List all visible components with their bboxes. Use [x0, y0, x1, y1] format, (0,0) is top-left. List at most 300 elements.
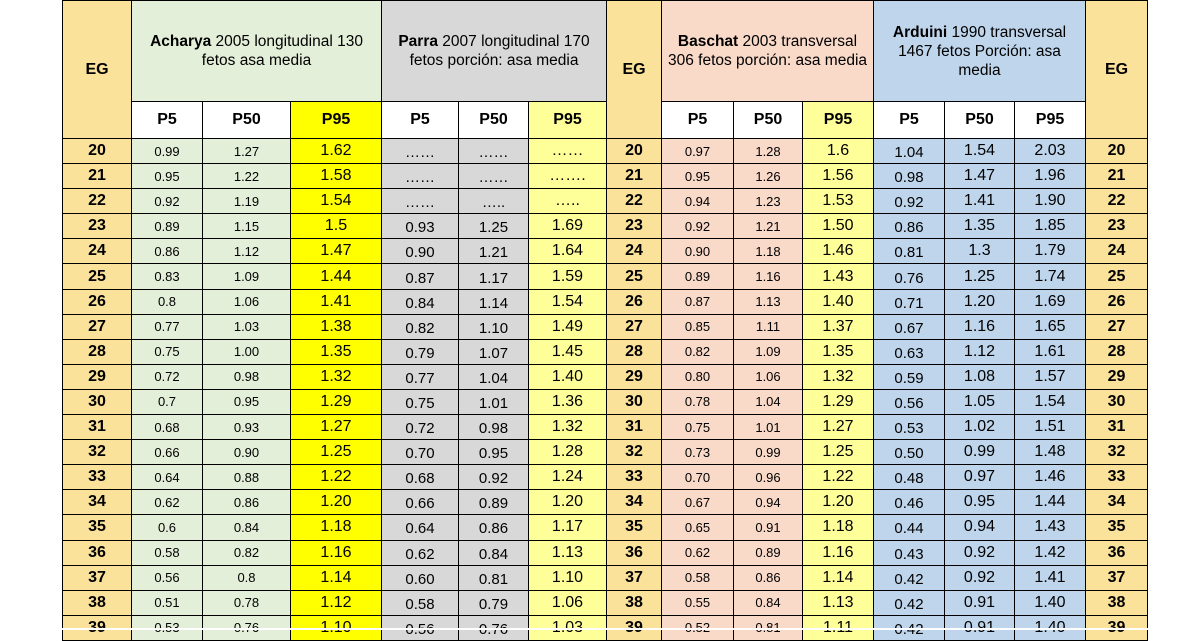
acharya-p5-cell: 0.89	[132, 214, 203, 239]
baschat-p5-cell: 0.95	[662, 164, 734, 189]
acharya-p50-cell: 0.88	[203, 465, 291, 490]
acharya-study-header	[132, 1, 382, 102]
table-row	[63, 214, 1148, 239]
baschat-p50-cell: 1.21	[734, 214, 803, 239]
eg-week-left: 22	[63, 189, 132, 214]
baschat-p95-cell: 1.43	[803, 264, 874, 289]
acharya-p5-cell: 0.99	[132, 139, 203, 164]
arduini-p50-cell: 1.35	[945, 214, 1015, 239]
eg-week-right: 23	[1086, 214, 1148, 239]
eg-week-left: 34	[63, 490, 132, 515]
eg-week-middle: 21	[607, 164, 662, 189]
parra-p5-cell: 0.75	[382, 389, 459, 414]
arduini-p95-cell: 1.43	[1015, 515, 1086, 540]
arduini-p95-cell: 1.74	[1015, 264, 1086, 289]
acharya-p95-cell: 1.20	[291, 490, 382, 515]
eg-week-middle: 28	[607, 339, 662, 364]
parra-p50-cell: 0.89	[459, 490, 529, 515]
arduini-p95-cell: 1.57	[1015, 364, 1086, 389]
parra-p95-cell: 1.36	[529, 389, 607, 414]
parra-p5-cell: 0.70	[382, 440, 459, 465]
acharya-p95-cell: 1.41	[291, 289, 382, 314]
eg-week-middle: 38	[607, 590, 662, 615]
arduini-p95-cell: 1.41	[1015, 565, 1086, 590]
table-row	[63, 264, 1148, 289]
eg-week-middle: 31	[607, 415, 662, 440]
acharya-p50-cell: 0.93	[203, 415, 291, 440]
parra-p50-cell: 0.79	[459, 590, 529, 615]
arduini-p95-cell: 1.61	[1015, 339, 1086, 364]
arduini-p5-cell: 0.86	[874, 214, 945, 239]
baschat-p50-cell: 0.89	[734, 540, 803, 565]
baschat-p95-cell: 1.53	[803, 189, 874, 214]
baschat-p95-cell: 1.25	[803, 440, 874, 465]
arduini-p95-cell: 1.44	[1015, 490, 1086, 515]
eg-week-right: 27	[1086, 314, 1148, 339]
acharya-p5-cell: 0.77	[132, 314, 203, 339]
parra-p50-cell: 1.07	[459, 339, 529, 364]
acharya-p5-cell: 0.72	[132, 364, 203, 389]
acharya-p5-cell: 0.66	[132, 440, 203, 465]
baschat-p95-cell: 1.22	[803, 465, 874, 490]
acharya-p50-cell: 0.98	[203, 364, 291, 389]
parra-p95-cell: 1.06	[529, 590, 607, 615]
arduini-p5-cell: 0.53	[874, 415, 945, 440]
arduini-p95-cell: 2.03	[1015, 139, 1086, 164]
arduini-p50-cell: 0.95	[945, 490, 1015, 515]
acharya-p50-cell: 1.12	[203, 239, 291, 264]
acharya-p5-cell: 0.64	[132, 465, 203, 490]
eg-week-right: 37	[1086, 565, 1148, 590]
baschat-p50-cell: 1.11	[734, 314, 803, 339]
baschat-p95-cell: 1.56	[803, 164, 874, 189]
parra-name: Parra	[398, 33, 438, 50]
parra-study-header	[382, 1, 607, 102]
arduini-p50-cell: 1.05	[945, 389, 1015, 414]
acharya-p50-cell: 1.06	[203, 289, 291, 314]
arduini-p50-cell: 0.91	[945, 590, 1015, 615]
acharya-p50-cell: 0.82	[203, 540, 291, 565]
baschat-p5-cell: 0.89	[662, 264, 734, 289]
acharya-p5-header: P5	[132, 102, 203, 139]
eg-week-left: 37	[63, 565, 132, 590]
arduini-p5-cell: 0.50	[874, 440, 945, 465]
parra-p50-cell: 0.95	[459, 440, 529, 465]
baschat-p50-cell: 1.16	[734, 264, 803, 289]
eg-week-right: 30	[1086, 389, 1148, 414]
parra-p5-cell: 0.72	[382, 415, 459, 440]
eg-week-right: 32	[1086, 440, 1148, 465]
eg-week-right: 20	[1086, 139, 1148, 164]
eg-week-right: 34	[1086, 490, 1148, 515]
eg-week-right: 28	[1086, 339, 1148, 364]
acharya-p5-cell: 0.68	[132, 415, 203, 440]
arduini-p50-cell: 1.54	[945, 139, 1015, 164]
acharya-p5-cell: 0.58	[132, 540, 203, 565]
acharya-p50-cell: 1.22	[203, 164, 291, 189]
arduini-p95-cell: 1.40	[1015, 590, 1086, 615]
arduini-p50-header: P50	[945, 102, 1015, 139]
baschat-p50-cell: 0.99	[734, 440, 803, 465]
acharya-p50-cell: 1.09	[203, 264, 291, 289]
arduini-p50-cell: 1.08	[945, 364, 1015, 389]
baschat-p5-cell: 0.70	[662, 465, 734, 490]
parra-p5-cell: 0.90	[382, 239, 459, 264]
eg-week-left: 27	[63, 314, 132, 339]
eg-week-left: 26	[63, 289, 132, 314]
baschat-p5-cell: 0.82	[662, 339, 734, 364]
parra-p95-cell: 1.49	[529, 314, 607, 339]
acharya-p5-cell: 0.75	[132, 339, 203, 364]
parra-p50-cell: …..	[459, 189, 529, 214]
baschat-p95-cell: 1.20	[803, 490, 874, 515]
eg-week-right: 26	[1086, 289, 1148, 314]
acharya-p50-cell: 0.8	[203, 565, 291, 590]
acharya-p5-cell: 0.86	[132, 239, 203, 264]
eg-week-left: 29	[63, 364, 132, 389]
baschat-description: 2003 transversal 306 fetos porción: asa media	[667, 33, 868, 69]
baschat-p5-cell: 0.58	[662, 565, 734, 590]
baschat-p5-cell: 0.94	[662, 189, 734, 214]
acharya-p50-cell: 1.15	[203, 214, 291, 239]
parra-p95-cell: 1.54	[529, 289, 607, 314]
parra-p95-cell: 1.10	[529, 565, 607, 590]
arduini-p5-cell: 0.42	[874, 590, 945, 615]
acharya-p5-cell: 0.83	[132, 264, 203, 289]
parra-p50-cell: 1.21	[459, 239, 529, 264]
eg-week-middle: 25	[607, 264, 662, 289]
parra-p50-cell: ……	[459, 139, 529, 164]
acharya-p50-cell: 0.90	[203, 440, 291, 465]
baschat-p5-cell: 0.78	[662, 389, 734, 414]
acharya-p95-cell: 1.35	[291, 339, 382, 364]
acharya-p95-cell: 1.38	[291, 314, 382, 339]
arduini-p95-cell: 1.79	[1015, 239, 1086, 264]
arduini-p95-header: P95	[1015, 102, 1086, 139]
parra-p5-cell: ……	[382, 164, 459, 189]
baschat-p50-cell: 0.96	[734, 465, 803, 490]
baschat-p95-cell: 1.18	[803, 515, 874, 540]
baschat-p5-cell: 0.62	[662, 540, 734, 565]
baschat-p50-cell: 1.06	[734, 364, 803, 389]
parra-p5-cell: 0.60	[382, 565, 459, 590]
acharya-p95-cell: 1.54	[291, 189, 382, 214]
arduini-p5-cell: 0.46	[874, 490, 945, 515]
arduini-p95-cell: 1.96	[1015, 164, 1086, 189]
parra-p50-cell: 1.17	[459, 264, 529, 289]
parra-p5-cell: 0.84	[382, 289, 459, 314]
eg-week-left: 28	[63, 339, 132, 364]
baschat-p50-cell: 1.18	[734, 239, 803, 264]
acharya-p95-cell: 1.29	[291, 389, 382, 414]
acharya-p50-cell: 1.03	[203, 314, 291, 339]
arduini-p5-cell: 0.63	[874, 339, 945, 364]
parra-p95-cell: …..	[529, 189, 607, 214]
parra-p95-cell: ……	[529, 139, 607, 164]
parra-p5-header: P5	[382, 102, 459, 139]
table-row	[63, 540, 1148, 565]
arduini-p50-cell: 1.47	[945, 164, 1015, 189]
parra-p5-cell: 0.79	[382, 339, 459, 364]
acharya-p5-cell: 0.62	[132, 490, 203, 515]
eg-week-left: 35	[63, 515, 132, 540]
eg-week-middle: 32	[607, 440, 662, 465]
baschat-p5-cell: 0.65	[662, 515, 734, 540]
parra-p50-cell: 0.98	[459, 415, 529, 440]
acharya-p95-cell: 1.44	[291, 264, 382, 289]
arduini-p95-cell: 1.46	[1015, 465, 1086, 490]
baschat-p95-cell: 1.40	[803, 289, 874, 314]
acharya-p5-cell: 0.92	[132, 189, 203, 214]
table-row	[63, 339, 1148, 364]
arduini-p50-cell: 0.97	[945, 465, 1015, 490]
arduini-p95-cell: 1.51	[1015, 415, 1086, 440]
arduini-name: Arduini	[892, 23, 948, 41]
acharya-name: Acharya	[150, 33, 212, 50]
parra-p95-cell: 1.20	[529, 490, 607, 515]
baschat-p95-cell: 1.29	[803, 389, 874, 414]
acharya-p95-cell: 1.5	[291, 214, 382, 239]
eg-week-middle: 29	[607, 364, 662, 389]
table-body	[63, 139, 1148, 641]
table-row	[63, 389, 1148, 414]
acharya-p95-cell: 1.62	[291, 139, 382, 164]
eg-week-left: 23	[63, 214, 132, 239]
baschat-p95-cell: 1.50	[803, 214, 874, 239]
baschat-p5-cell: 0.80	[662, 364, 734, 389]
arduini-p5-cell: 0.59	[874, 364, 945, 389]
baschat-p95-cell: 1.6	[803, 139, 874, 164]
eg-week-left: 20	[63, 139, 132, 164]
parra-p5-cell: 0.82	[382, 314, 459, 339]
acharya-p95-cell: 1.16	[291, 540, 382, 565]
parra-p5-cell: 0.66	[382, 490, 459, 515]
arduini-p95-cell: 1.42	[1015, 540, 1086, 565]
eg-week-middle: 20	[607, 139, 662, 164]
eg-week-middle: 23	[607, 214, 662, 239]
parra-p95-cell: 1.17	[529, 515, 607, 540]
baschat-p95-cell: 1.37	[803, 314, 874, 339]
acharya-p95-cell: 1.25	[291, 440, 382, 465]
eg-week-middle: 27	[607, 314, 662, 339]
arduini-p5-cell: 0.67	[874, 314, 945, 339]
acharya-p50-cell: 0.95	[203, 389, 291, 414]
eg-week-right: 35	[1086, 515, 1148, 540]
baschat-p5-cell: 0.87	[662, 289, 734, 314]
parra-p5-cell: 0.68	[382, 465, 459, 490]
acharya-p5-cell: 0.7	[132, 389, 203, 414]
acharya-p5-cell: 0.6	[132, 515, 203, 540]
eg-week-right: 22	[1086, 189, 1148, 214]
arduini-study-header	[874, 1, 1086, 102]
eg-week-right: 21	[1086, 164, 1148, 189]
baschat-p5-cell: 0.92	[662, 214, 734, 239]
table-row	[63, 440, 1148, 465]
percentile-table	[62, 0, 1148, 641]
acharya-p50-cell: 0.84	[203, 515, 291, 540]
baschat-p95-cell: 1.32	[803, 364, 874, 389]
table-row	[63, 189, 1148, 214]
acharya-p95-cell: 1.22	[291, 465, 382, 490]
parra-p95-header: P95	[529, 102, 607, 139]
arduini-p50-cell: 1.16	[945, 314, 1015, 339]
arduini-p95-cell: 1.69	[1015, 289, 1086, 314]
table-row	[63, 164, 1148, 189]
parra-p95-cell: 1.32	[529, 415, 607, 440]
eg-week-middle: 34	[607, 490, 662, 515]
arduini-p50-cell: 0.99	[945, 440, 1015, 465]
eg-week-left: 30	[63, 389, 132, 414]
arduini-p50-cell: 1.3	[945, 239, 1015, 264]
eg-week-right: 38	[1086, 590, 1148, 615]
arduini-p50-cell: 1.20	[945, 289, 1015, 314]
table-row	[63, 139, 1148, 164]
parra-p95-cell: 1.69	[529, 214, 607, 239]
table-row	[63, 515, 1148, 540]
baschat-p95-cell: 1.35	[803, 339, 874, 364]
baschat-p50-cell: 0.91	[734, 515, 803, 540]
baschat-p95-cell: 1.14	[803, 565, 874, 590]
acharya-p95-cell: 1.47	[291, 239, 382, 264]
acharya-p95-cell: 1.27	[291, 415, 382, 440]
baschat-p5-cell: 0.55	[662, 590, 734, 615]
baschat-p95-header: P95	[803, 102, 874, 139]
table-row	[63, 565, 1148, 590]
parra-p50-header: P50	[459, 102, 529, 139]
acharya-p5-cell: 0.95	[132, 164, 203, 189]
eg-week-middle: 35	[607, 515, 662, 540]
parra-p50-cell: 0.86	[459, 515, 529, 540]
acharya-p5-cell: 0.51	[132, 590, 203, 615]
eg-week-middle: 30	[607, 389, 662, 414]
baschat-p50-cell: 0.84	[734, 590, 803, 615]
parra-p5-cell: 0.64	[382, 515, 459, 540]
baschat-study-header	[662, 1, 874, 102]
eg-week-left: 21	[63, 164, 132, 189]
baschat-p50-cell: 1.01	[734, 415, 803, 440]
baschat-p50-cell: 1.09	[734, 339, 803, 364]
eg-week-right: 33	[1086, 465, 1148, 490]
arduini-p50-cell: 0.92	[945, 565, 1015, 590]
eg-week-right: 36	[1086, 540, 1148, 565]
arduini-p95-cell: 1.54	[1015, 389, 1086, 414]
table-row	[63, 590, 1148, 615]
arduini-p50-cell: 1.41	[945, 189, 1015, 214]
eg-week-middle: 22	[607, 189, 662, 214]
eg-header-left: EG	[63, 1, 132, 139]
eg-week-left: 38	[63, 590, 132, 615]
arduini-p50-cell: 0.92	[945, 540, 1015, 565]
baschat-p5-header: P5	[662, 102, 734, 139]
eg-header-right: EG	[1086, 1, 1148, 139]
parra-p95-cell: 1.45	[529, 339, 607, 364]
parra-p5-cell: 0.87	[382, 264, 459, 289]
parra-p50-cell: 0.84	[459, 540, 529, 565]
eg-week-middle: 26	[607, 289, 662, 314]
acharya-p95-cell: 1.18	[291, 515, 382, 540]
table-row	[63, 289, 1148, 314]
arduini-p5-cell: 0.71	[874, 289, 945, 314]
arduini-p5-cell: 0.42	[874, 565, 945, 590]
eg-week-middle: 33	[607, 465, 662, 490]
baschat-p95-cell: 1.16	[803, 540, 874, 565]
acharya-description: 2005 longitudinal 130 fetos asa media	[201, 33, 363, 69]
arduini-p5-cell: 0.81	[874, 239, 945, 264]
eg-week-left: 31	[63, 415, 132, 440]
baschat-p5-cell: 0.97	[662, 139, 734, 164]
table-row	[63, 415, 1148, 440]
baschat-p95-cell: 1.27	[803, 415, 874, 440]
acharya-p50-cell: 1.00	[203, 339, 291, 364]
baschat-p95-cell: 1.13	[803, 590, 874, 615]
parra-p5-cell: ……	[382, 139, 459, 164]
arduini-p50-cell: 1.02	[945, 415, 1015, 440]
arduini-p5-cell: 0.43	[874, 540, 945, 565]
table-row	[63, 239, 1148, 264]
acharya-p5-cell: 0.8	[132, 289, 203, 314]
arduini-p50-cell: 0.94	[945, 515, 1015, 540]
parra-p95-cell: 1.24	[529, 465, 607, 490]
baschat-p50-cell: 1.23	[734, 189, 803, 214]
baschat-p50-cell: 0.86	[734, 565, 803, 590]
parra-p5-cell: 0.62	[382, 540, 459, 565]
parra-p50-cell: 1.14	[459, 289, 529, 314]
arduini-p95-cell: 1.48	[1015, 440, 1086, 465]
parra-p50-cell: ……	[459, 164, 529, 189]
baschat-p5-cell: 0.90	[662, 239, 734, 264]
arduini-p5-cell: 0.76	[874, 264, 945, 289]
baschat-p5-cell: 0.73	[662, 440, 734, 465]
eg-week-right: 25	[1086, 264, 1148, 289]
parra-p5-cell: ……	[382, 189, 459, 214]
acharya-p95-header: P95	[291, 102, 382, 139]
acharya-p50-cell: 1.27	[203, 139, 291, 164]
eg-week-left: 24	[63, 239, 132, 264]
parra-p50-cell: 0.81	[459, 565, 529, 590]
parra-p95-cell: …….	[529, 164, 607, 189]
parra-p50-cell: 1.04	[459, 364, 529, 389]
table-row	[63, 314, 1148, 339]
arduini-p95-cell: 1.85	[1015, 214, 1086, 239]
table-row	[63, 490, 1148, 515]
parra-p95-cell: 1.59	[529, 264, 607, 289]
parra-p95-cell: 1.13	[529, 540, 607, 565]
baschat-p50-cell: 0.94	[734, 490, 803, 515]
baschat-p5-cell: 0.67	[662, 490, 734, 515]
eg-week-left: 25	[63, 264, 132, 289]
parra-p5-cell: 0.58	[382, 590, 459, 615]
parra-p95-cell: 1.64	[529, 239, 607, 264]
parra-p50-cell: 1.10	[459, 314, 529, 339]
baschat-p50-cell: 1.26	[734, 164, 803, 189]
baschat-p95-cell: 1.46	[803, 239, 874, 264]
arduini-p5-cell: 1.04	[874, 139, 945, 164]
acharya-p95-cell: 1.12	[291, 590, 382, 615]
parra-p5-cell: 0.77	[382, 364, 459, 389]
acharya-p95-cell: 1.14	[291, 565, 382, 590]
baschat-p5-cell: 0.75	[662, 415, 734, 440]
arduini-p50-cell: 1.12	[945, 339, 1015, 364]
acharya-p50-cell: 0.86	[203, 490, 291, 515]
baschat-p50-cell: 1.28	[734, 139, 803, 164]
baschat-name: Baschat	[677, 33, 739, 50]
baschat-p50-cell: 1.04	[734, 389, 803, 414]
eg-week-left: 32	[63, 440, 132, 465]
acharya-p5-cell: 0.56	[132, 565, 203, 590]
eg-week-middle: 24	[607, 239, 662, 264]
arduini-p95-cell: 1.65	[1015, 314, 1086, 339]
eg-week-middle: 36	[607, 540, 662, 565]
